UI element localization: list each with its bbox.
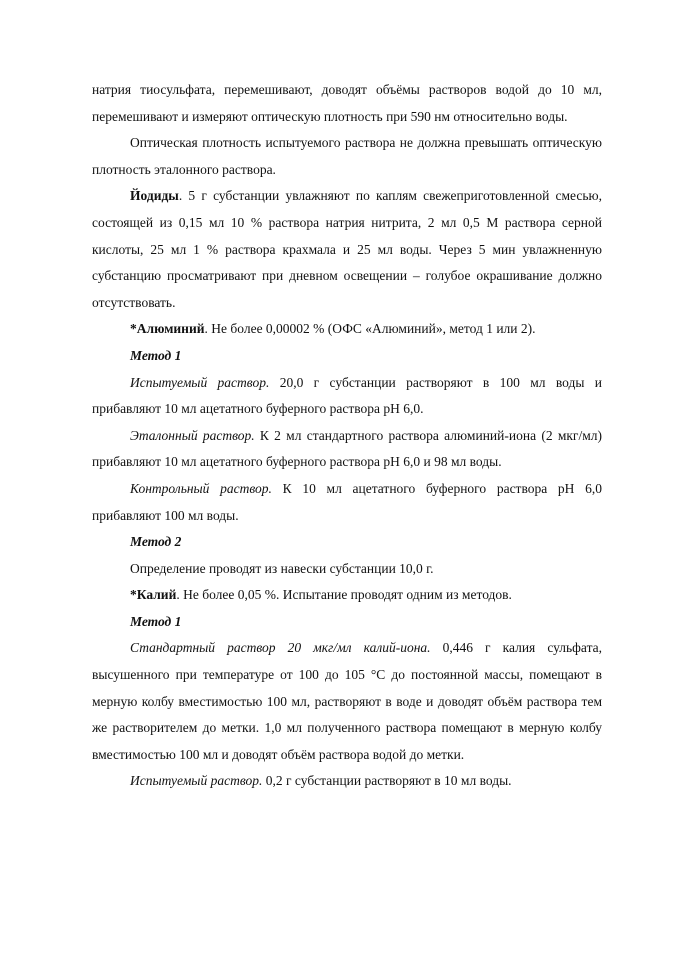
potassium-text: . Не более 0,05 %. Испытание проводят одним из методов. (176, 587, 512, 603)
paragraph-test-solution (92, 370, 602, 423)
standard-solution-label: Стандартный раствор 20 мкг/мл калий-иона. (130, 640, 431, 656)
document-body (92, 77, 602, 795)
iodides-text: . 5 г субстанции увлажняют по каплям свежеприготовленной смесью, состоящей из 0,15 мл 10 % раствора натрия нитрита, 2 мл 0,5 М раствора серной кислоты, 25 мл 1 % раствора крахмала и 25 мл воды. Через 5 мин увлажненную субстанцию просматривают при дневном освещении – голубое окрашивание должно отсутствовать. (92, 188, 602, 310)
paragraph-sodium-thiosulfate: натрия тиосульфата, перемешивают, доводят объёмы растворов водой до 10 мл, перемешивают и измеряют оптическую плотность при 590 нм относительно воды. (92, 82, 602, 124)
potassium-test-solution-label: Испытуемый раствор. (130, 773, 263, 789)
reference-solution-text: К 2 мл стандартного раствора алюминий-иона (2 мкг/мл) прибавляют 10 мл ацетатного буферного раствора pH 6,0 и 98 мл воды. (92, 427, 602, 470)
paragraph-optical-density: Оптическая плотность испытуемого раствора не должна превышать оптическую плотность эталонного раствора. (92, 135, 602, 177)
potassium-test-solution-text: 0,2 г субстанции растворяют в 10 мл воды. (262, 773, 512, 789)
reference-solution-label: Эталонный раствор. (130, 427, 255, 443)
paragraph-iodides (92, 183, 602, 316)
paragraph-standard-solution (92, 635, 602, 768)
paragraph-control-solution (92, 476, 602, 529)
method-1-heading: Метод 1 (130, 347, 182, 363)
control-solution-label: Контрольный раствор. (130, 480, 272, 496)
potassium-method-1-heading: Метод 1 (130, 613, 182, 629)
aluminium-heading: *Алюминий (130, 321, 205, 337)
paragraph-aluminium (92, 316, 602, 343)
method-2-heading: Метод 2 (130, 534, 182, 550)
aluminium-text: . Не более 0,00002 % (ОФС «Алюминий», метод 1 или 2). (204, 321, 536, 337)
control-solution-text: К 10 мл ацетатного буферного раствора pH 6,0 прибавляют 100 мл воды. (92, 480, 602, 523)
standard-solution-text: 0,446 г калия сульфата, высушенного при температуре от 100 до 105 °С до постоянной массы, помещают в мерную колбу вместимостью 100 мл, растворяют в воде и доводят объём раствора тем же растворителем до метки. 1,0 мл полученного раствора помещают в мерную колбу вместимостью 100 мл и доводят объём раствора водой до метки. (92, 640, 602, 762)
iodides-heading: Йодиды (130, 188, 179, 204)
potassium-heading: *Калий (130, 587, 177, 603)
paragraph-reference-solution (92, 423, 602, 476)
paragraph-method-2-sample: Определение проводят из навески субстанции 10,0 г. (130, 560, 434, 576)
paragraph-potassium (92, 582, 602, 609)
paragraph-potassium-test-solution (92, 768, 602, 795)
test-solution-text: 20,0 г субстанции растворяют в 100 мл воды и прибавляют 10 мл ацетатного буферного раствора pH 6,0. (92, 374, 602, 417)
test-solution-label: Испытуемый раствор. (130, 374, 270, 390)
